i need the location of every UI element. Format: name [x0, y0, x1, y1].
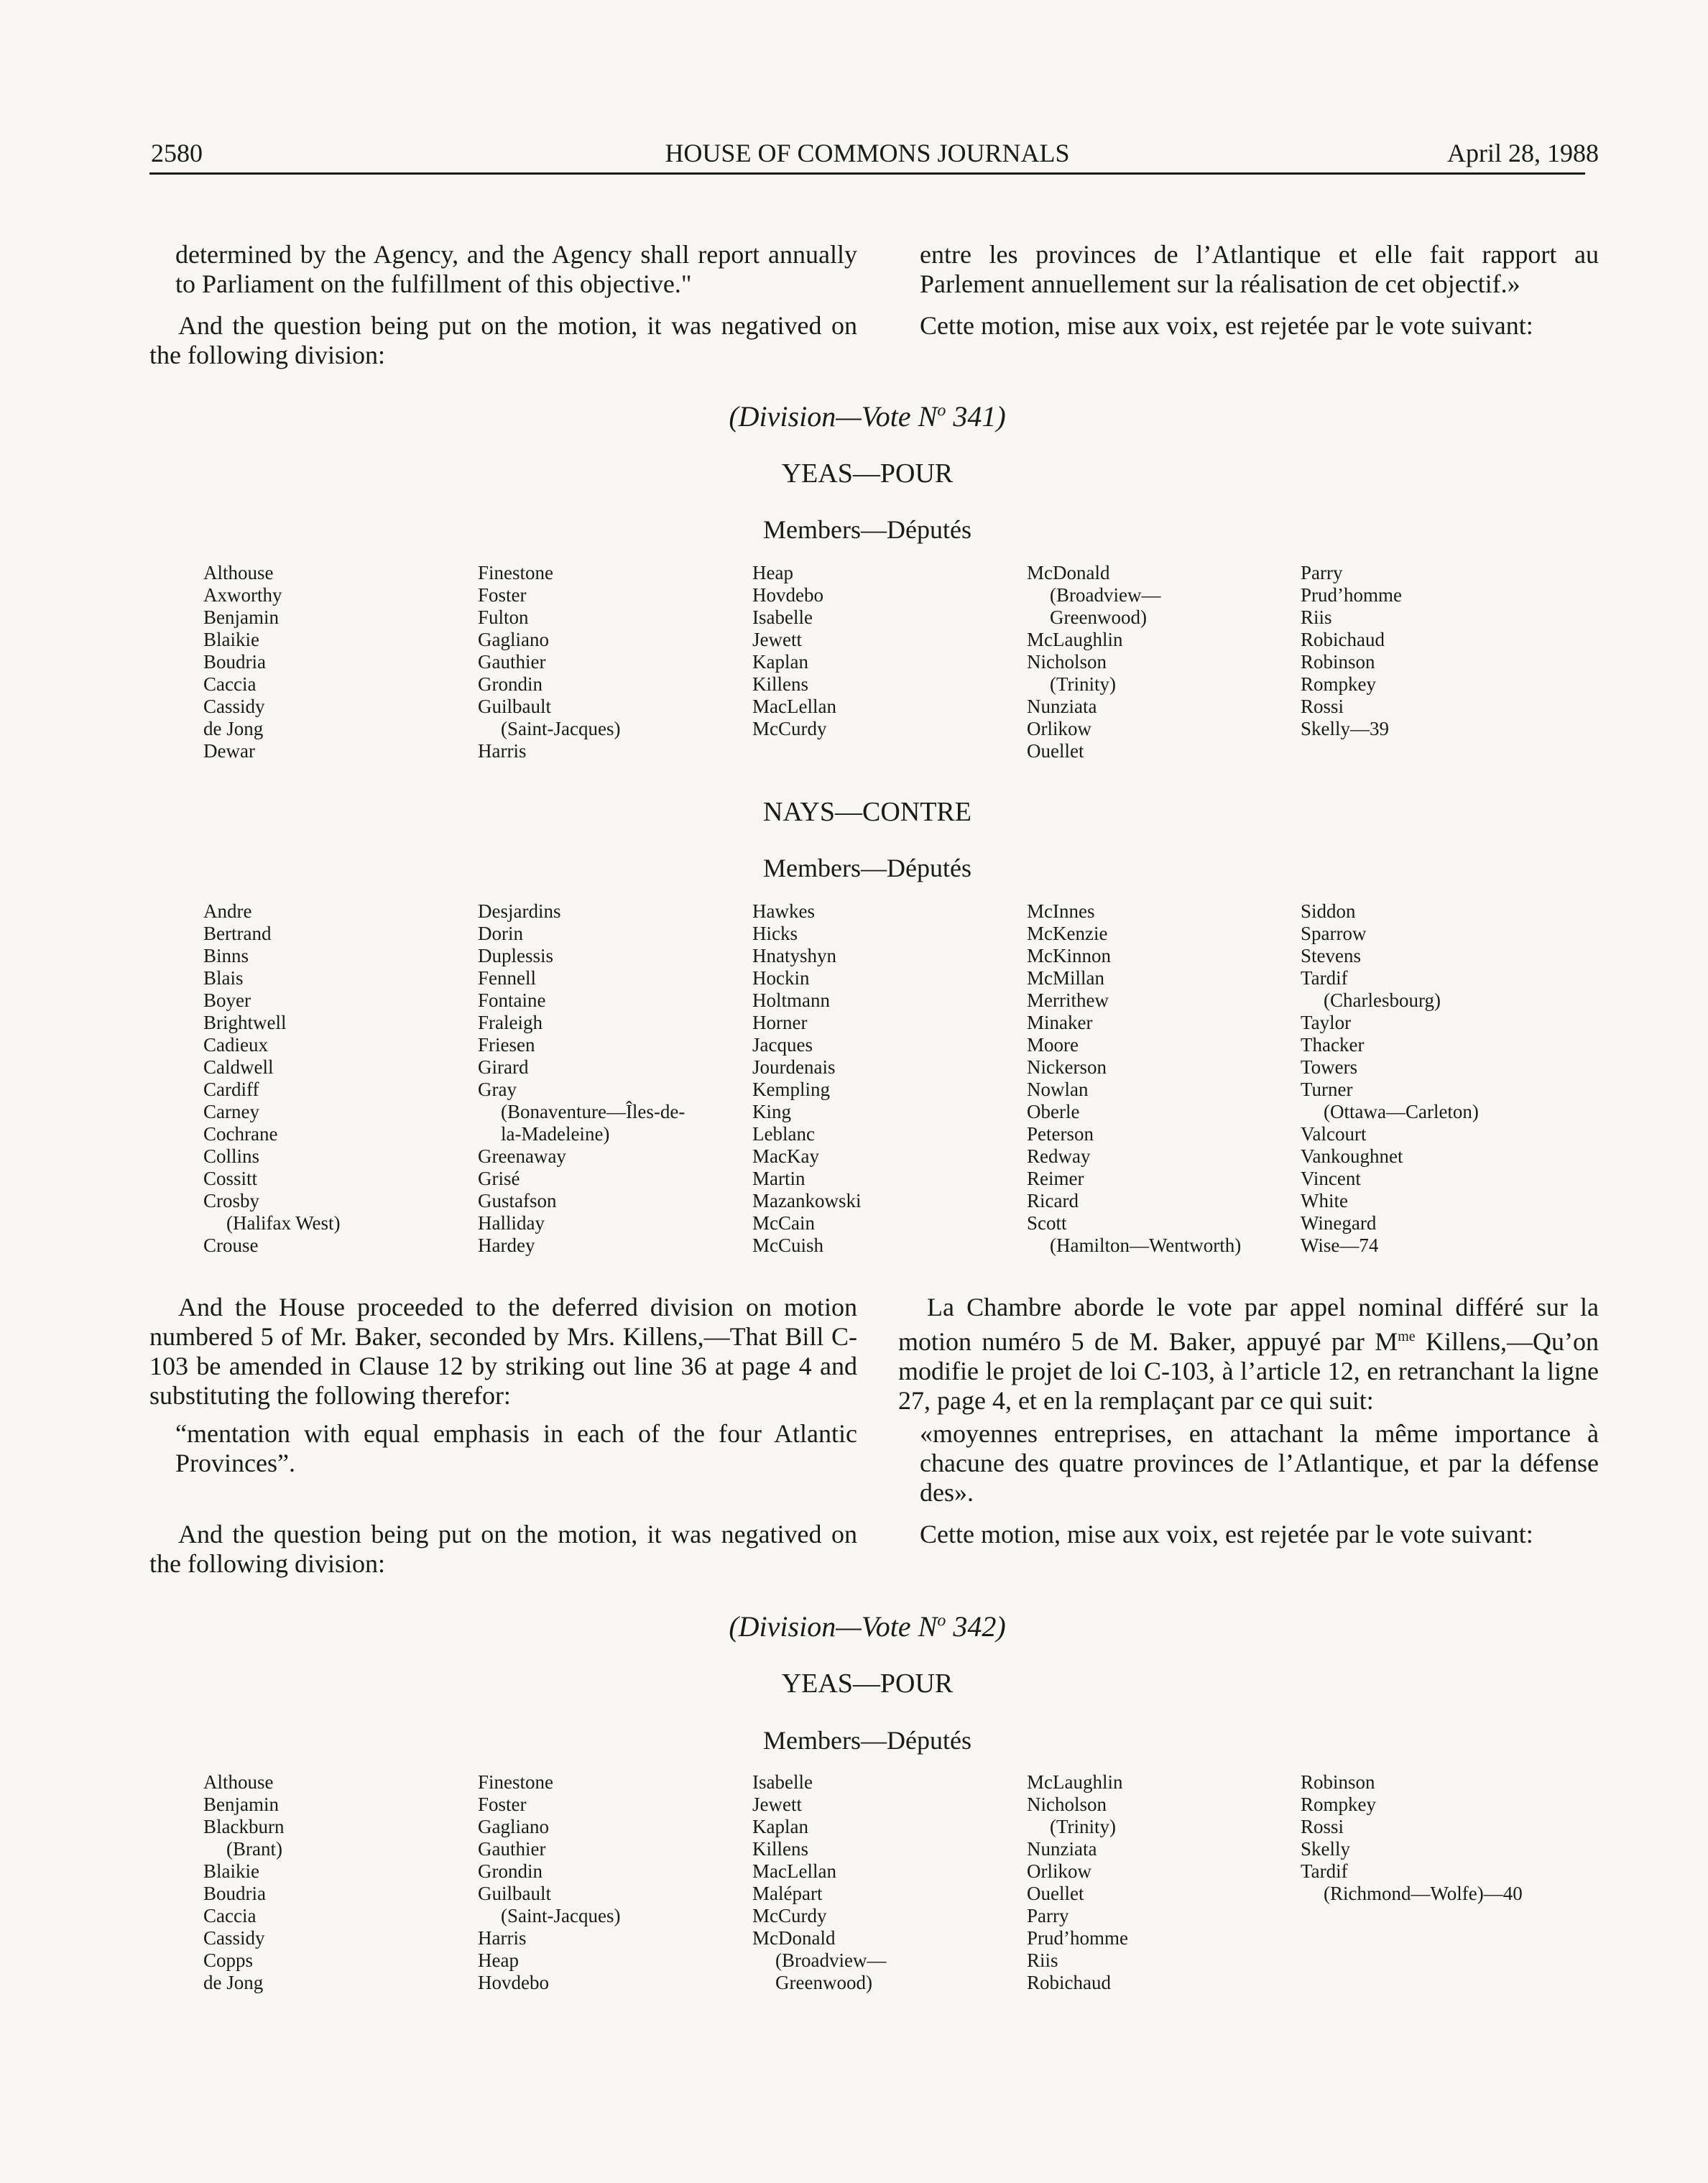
member-name: Isabelle — [752, 606, 813, 628]
member-name: Harris — [478, 740, 527, 762]
member-name: (Saint-Jacques) — [501, 1905, 621, 1926]
member-name: Rompkey — [1301, 673, 1376, 695]
member-name: Isabelle — [752, 1771, 813, 1793]
member-name: Grisé — [478, 1168, 520, 1189]
member-name: Blackburn — [203, 1816, 285, 1837]
member-name: de Jong — [203, 718, 264, 739]
member-name: Althouse — [203, 562, 274, 583]
member-name: McCurdy — [752, 1905, 827, 1926]
member-name: Nunziata — [1027, 1838, 1097, 1860]
motion-5-fr-quote: «moyennes entreprises, en attachant la même importance à chacune des quatre provinces de l’Atlantique, et par la défense des». — [920, 1419, 1599, 1507]
member-name: Martin — [752, 1168, 805, 1189]
member-name: Leblanc — [752, 1123, 815, 1145]
division-342-yeas-col-2 — [478, 1771, 620, 1994]
member-name: Malépart — [752, 1883, 823, 1904]
division-342-yeas-members: Members—Députés — [763, 1726, 971, 1755]
member-name: Prud’homme — [1027, 1927, 1128, 1949]
member-name: Orlikow — [1027, 718, 1091, 739]
member-name: Caldwell — [203, 1056, 274, 1078]
member-name: Hovdebo — [478, 1972, 549, 1993]
member-name: de Jong — [203, 1972, 264, 1993]
member-name: (Ottawa—Carleton) — [1324, 1101, 1479, 1122]
member-name: Cadieux — [203, 1034, 268, 1056]
header-rule — [149, 172, 1585, 175]
division-341-yeas-members: Members—Députés — [763, 515, 971, 544]
member-name: Jacques — [752, 1034, 813, 1056]
member-name: Nunziata — [1027, 696, 1097, 717]
member-name: (Bonaventure—Îles-de- — [501, 1101, 685, 1122]
member-name: Desjardins — [478, 900, 561, 922]
member-name: Blaikie — [203, 1860, 259, 1882]
member-name: Heap — [752, 562, 793, 583]
member-name: McCain — [752, 1212, 815, 1234]
member-name: Foster — [478, 1794, 527, 1815]
division-341-yeas-col-5 — [1301, 562, 1402, 740]
division-341-yeas-heading: YEAS—POUR — [781, 458, 954, 489]
division-341-yeas-col-3 — [752, 562, 836, 740]
division-341-nays-members: Members—Députés — [763, 854, 971, 882]
member-name: Finestone — [478, 562, 553, 583]
member-name: Fontaine — [478, 989, 546, 1011]
page-number: 2580 — [151, 139, 203, 167]
member-name: Halliday — [478, 1212, 545, 1234]
member-name: Gustafson — [478, 1190, 557, 1212]
member-name: Duplessis — [478, 945, 554, 966]
member-name: Vankoughnet — [1301, 1145, 1403, 1167]
member-name: Nickerson — [1027, 1056, 1107, 1078]
en-question: And the question being put on the motion, it was negatived on the following division: — [149, 311, 857, 369]
member-name: Grondin — [478, 673, 543, 695]
member-name: Andre — [203, 900, 252, 922]
member-name: (Saint-Jacques) — [501, 718, 621, 739]
member-name: Minaker — [1027, 1012, 1093, 1033]
division-342-yeas-col-3 — [752, 1771, 886, 1994]
member-name: Cardiff — [203, 1079, 259, 1100]
member-name: Tardif — [1301, 967, 1348, 989]
member-name: Jewett — [752, 629, 802, 650]
member-name: Rossi — [1301, 696, 1344, 717]
member-name: Gray — [478, 1079, 517, 1100]
member-name: McMillan — [1027, 967, 1104, 989]
member-name: Ricard — [1027, 1190, 1079, 1212]
division-341-nays-col-2 — [478, 900, 685, 1257]
member-name: Scott — [1027, 1212, 1067, 1234]
member-name: McKenzie — [1027, 923, 1108, 944]
member-name: Thacker — [1301, 1034, 1365, 1056]
member-name: Carney — [203, 1101, 259, 1122]
member-name: Cassidy — [203, 1927, 265, 1949]
member-name: Boudria — [203, 651, 266, 673]
member-name: Ouellet — [1027, 1883, 1084, 1904]
member-name: Rossi — [1301, 1816, 1344, 1837]
member-name: Benjamin — [203, 1794, 279, 1815]
member-name: Fraleigh — [478, 1012, 543, 1033]
member-name: Crouse — [203, 1234, 259, 1256]
member-name: Oberle — [1027, 1101, 1080, 1122]
member-name: Caccia — [203, 673, 257, 695]
division-341-yeas-col-4 — [1027, 562, 1160, 762]
member-name: Cochrane — [203, 1123, 278, 1145]
en-quote-end: determined by the Agency, and the Agency shall report annually to Parliament on the fulfillment of this objective." — [175, 240, 857, 298]
member-name: Hicks — [752, 923, 798, 944]
member-name: Redway — [1027, 1145, 1091, 1167]
member-name: (Broadview— — [775, 1949, 887, 1971]
member-name: McDonald — [752, 1927, 836, 1949]
member-name: MacLellan — [752, 1860, 836, 1882]
member-name: Girard — [478, 1056, 529, 1078]
member-name: McInnes — [1027, 900, 1095, 922]
member-name: Fennell — [478, 967, 536, 989]
member-name: (Trinity) — [1050, 673, 1117, 695]
member-name: Moore — [1027, 1034, 1079, 1056]
member-name: Binns — [203, 945, 249, 966]
journal-date: April 28, 1988 — [1447, 139, 1599, 167]
member-name: Killens — [752, 673, 808, 695]
member-name: Crosby — [203, 1190, 260, 1212]
member-name: Cassidy — [203, 696, 265, 717]
member-name: Ouellet — [1027, 740, 1084, 762]
member-name: Bertrand — [203, 923, 272, 944]
fr-question: Cette motion, mise aux voix, est rejetée par le vote suivant: — [920, 311, 1533, 340]
member-name: MacKay — [752, 1145, 819, 1167]
member-name: Parry — [1027, 1905, 1069, 1926]
division-341-nays-col-3 — [752, 900, 861, 1257]
division-341-nays-col-4 — [1027, 900, 1241, 1257]
member-name: Orlikow — [1027, 1860, 1091, 1882]
member-name: Hawkes — [752, 900, 815, 922]
member-name: Hnatyshyn — [752, 945, 836, 966]
member-name: Kaplan — [752, 651, 808, 673]
member-name: Guilbault — [478, 696, 551, 717]
member-name: Robinson — [1301, 1771, 1375, 1793]
member-name: Grondin — [478, 1860, 543, 1882]
member-name: Gagliano — [478, 629, 549, 650]
member-name: Skelly — [1301, 1838, 1351, 1860]
member-name: Greenaway — [478, 1145, 566, 1167]
member-name: Dorin — [478, 923, 523, 944]
member-name: Foster — [478, 584, 527, 606]
member-name: McKinnon — [1027, 945, 1111, 966]
motion-5-en-quote: “mentation with equal emphasis in each of the four Atlantic Provinces”. — [175, 1419, 857, 1477]
division-341-nays-col-1 — [203, 900, 341, 1257]
member-name: Brightwell — [203, 1012, 287, 1033]
member-name: (Halifax West) — [226, 1212, 341, 1234]
member-name: Killens — [752, 1838, 808, 1860]
division-342-yeas-col-1 — [203, 1771, 284, 1994]
member-name: Taylor — [1301, 1012, 1352, 1033]
member-name: Tardif — [1301, 1860, 1348, 1882]
member-name: Gauthier — [478, 1838, 546, 1860]
member-name: White — [1301, 1190, 1348, 1212]
member-name: (Broadview— — [1050, 584, 1161, 606]
member-name: Blaikie — [203, 629, 259, 650]
member-name: Valcourt — [1301, 1123, 1367, 1145]
journal-title: HOUSE OF COMMONS JOURNALS — [665, 139, 1070, 167]
member-name: Nowlan — [1027, 1079, 1089, 1100]
division-341-yeas-col-1 — [203, 562, 282, 762]
member-name: Hockin — [752, 967, 810, 989]
member-name: McCurdy — [752, 718, 827, 739]
member-name: Towers — [1301, 1056, 1358, 1078]
member-name: Greenwood) — [1050, 606, 1147, 628]
member-name: (Charlesbourg) — [1324, 989, 1441, 1011]
member-name: MacLellan — [752, 696, 836, 717]
member-name: Jewett — [752, 1794, 802, 1815]
member-name: Hovdebo — [752, 584, 823, 606]
member-name: Nicholson — [1027, 651, 1107, 673]
member-name: Collins — [203, 1145, 260, 1167]
member-name: Althouse — [203, 1771, 274, 1793]
member-name: Robichaud — [1301, 629, 1385, 650]
member-name: King — [752, 1101, 791, 1122]
member-name: Rompkey — [1301, 1794, 1376, 1815]
member-name: Benjamin — [203, 606, 279, 628]
division-342-yeas-col-5 — [1301, 1771, 1523, 1905]
member-name: Gauthier — [478, 651, 546, 673]
member-name: Peterson — [1027, 1123, 1094, 1145]
division-341-yeas-col-2 — [478, 562, 620, 762]
member-name: Fulton — [478, 606, 529, 628]
member-name: Reimer — [1027, 1168, 1084, 1189]
member-name: Kempling — [752, 1079, 830, 1100]
member-name: Winegard — [1301, 1212, 1377, 1234]
member-name: McDonald — [1027, 562, 1110, 583]
division-341-nays-col-5 — [1301, 900, 1479, 1257]
fr-quote-end: entre les provinces de l’Atlantique et elle fait rapport au Parlement annuellement sur la réalisation de cet objectif.» — [920, 240, 1599, 298]
member-name: Finestone — [478, 1771, 553, 1793]
member-name: Riis — [1027, 1949, 1058, 1971]
division-342-title: (Division—Vote $N^o$ 342) — [729, 1610, 1006, 1643]
member-name: Sparrow — [1301, 923, 1367, 944]
division-342-yeas-col-4 — [1027, 1771, 1128, 1994]
member-name: (Trinity) — [1050, 1816, 1117, 1837]
member-name: Friesen — [478, 1034, 535, 1056]
member-name: Stevens — [1301, 945, 1361, 966]
member-name: Robinson — [1301, 651, 1375, 673]
motion-5-fr-intro: La Chambre aborde le vote par appel nominal différé sur la motion numéro 5 de M. Baker, appuyé par $M^{me}$ Killens,—Qu’on modifie le projet de loi C-103, à l’article 12, en retranchant la ligne 27, page 4, et en la remplaçant par ce qui suit: — [898, 1293, 1599, 1415]
member-name: Kaplan — [752, 1816, 808, 1837]
member-name: (Richmond—Wolfe)—40 — [1324, 1883, 1523, 1904]
motion-5-en-intro: And the House proceeded to the deferred division on motion numbered 5 of Mr. Baker, seconded by Mrs. Killens,—That Bill C-103 be amended in Clause 12 by striking out line 36 at page 4 and substituting the following therefor: — [149, 1293, 857, 1410]
member-name: McLaughlin — [1027, 1771, 1123, 1793]
member-name: Prud’homme — [1301, 584, 1402, 606]
member-name: Gagliano — [478, 1816, 549, 1837]
member-name: Caccia — [203, 1905, 257, 1926]
member-name: Boudria — [203, 1883, 266, 1904]
member-name: Heap — [478, 1949, 519, 1971]
member-name: Vincent — [1301, 1168, 1361, 1189]
member-name: la-Madeleine) — [501, 1123, 610, 1145]
member-name: Wise—74 — [1301, 1234, 1379, 1256]
member-name: Copps — [203, 1949, 254, 1971]
division-342-yeas-heading: YEAS—POUR — [781, 1669, 954, 1699]
member-name: Harris — [478, 1927, 527, 1949]
member-name: Guilbault — [478, 1883, 551, 1904]
member-name: Jourdenais — [752, 1056, 836, 1078]
member-name: Mazankowski — [752, 1190, 862, 1212]
member-name: Holtmann — [752, 989, 830, 1011]
motion-5-en-question: And the question being put on the motion, it was negatived on the following division: — [149, 1520, 857, 1578]
member-name: Siddon — [1301, 900, 1356, 922]
member-name: McCuish — [752, 1234, 824, 1256]
member-name: Cossitt — [203, 1168, 258, 1189]
member-name: McLaughlin — [1027, 629, 1123, 650]
member-name: Axworthy — [203, 584, 282, 606]
member-name: Boyer — [203, 989, 251, 1011]
member-name: Turner — [1301, 1079, 1353, 1100]
member-name: Merrithew — [1027, 989, 1109, 1011]
motion-5-fr-question: Cette motion, mise aux voix, est rejetée par le vote suivant: — [920, 1520, 1533, 1549]
member-name: Dewar — [203, 740, 255, 762]
member-name: Nicholson — [1027, 1794, 1107, 1815]
member-name: (Hamilton—Wentworth) — [1050, 1234, 1242, 1256]
division-341-title: (Division—Vote $N^o$ 341) — [729, 400, 1006, 433]
member-name: Horner — [752, 1012, 808, 1033]
member-name: Greenwood) — [775, 1972, 872, 1993]
division-341-nays-heading: NAYS—CONTRE — [763, 797, 971, 827]
member-name: (Brant) — [226, 1838, 282, 1860]
member-name: Riis — [1301, 606, 1332, 628]
member-name: Robichaud — [1027, 1972, 1111, 1993]
member-name: Parry — [1301, 562, 1343, 583]
member-name: Skelly—39 — [1301, 718, 1390, 739]
member-name: Hardey — [478, 1234, 535, 1256]
member-name: Blais — [203, 967, 244, 989]
